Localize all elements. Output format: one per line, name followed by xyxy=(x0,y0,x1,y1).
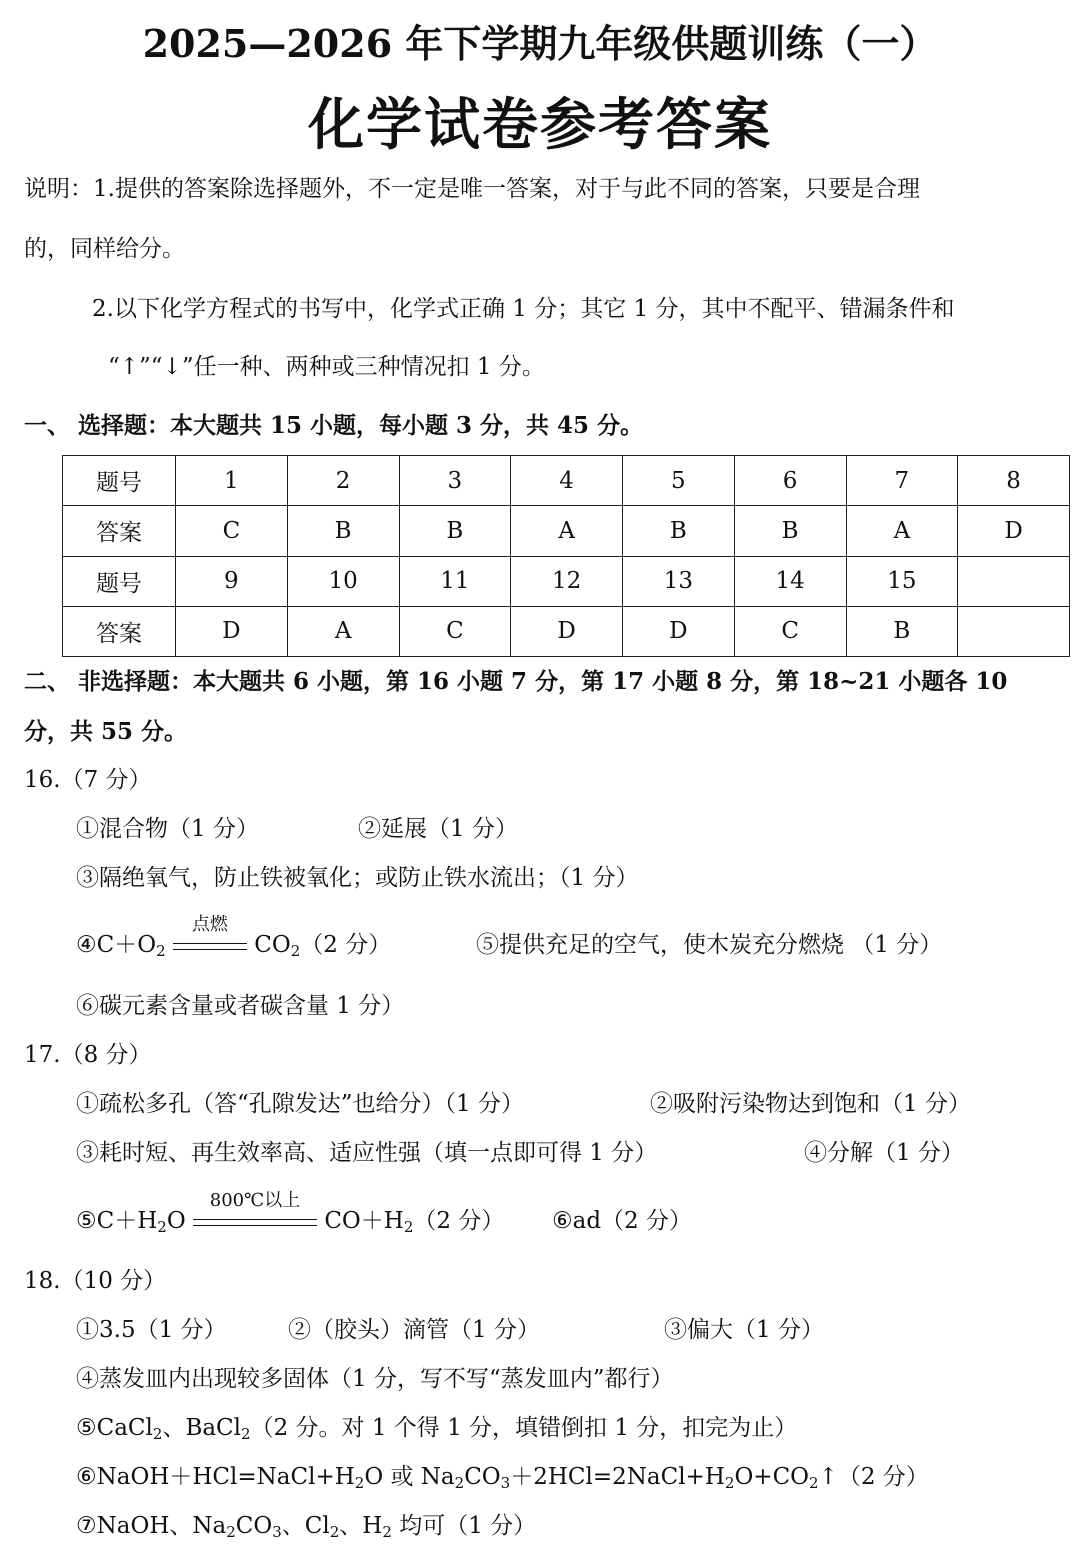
table-cell: B xyxy=(287,506,399,556)
subscript: 2 xyxy=(809,1474,819,1492)
eq-reactants: ④C＋O xyxy=(76,932,157,958)
eq-score: （2 分） xyxy=(300,932,392,958)
q18-item-7 xyxy=(76,1511,536,1541)
subscript: 2 xyxy=(157,1218,167,1236)
table-cell: A xyxy=(287,606,399,656)
text-run: ⑦NaOH、Na xyxy=(76,1513,227,1539)
table-row xyxy=(63,556,1070,606)
reaction-condition: 点燃 xyxy=(191,914,228,935)
table-cell: A xyxy=(846,506,958,556)
text-run: ＋2HCl=2NaCl+H xyxy=(510,1464,725,1490)
text-run: 均可（1 分） xyxy=(391,1513,537,1539)
eq-products: CO xyxy=(254,932,291,958)
table-cell: 5 xyxy=(623,456,735,506)
table-cell: 14 xyxy=(734,556,846,606)
text-run: CO xyxy=(464,1464,501,1490)
table-cell: C xyxy=(734,606,846,656)
table-cell: B xyxy=(399,506,511,556)
section2-heading-a: 二、 非选择题：本大题共 6 小题，第 16 小题 7 分，第 17 小题 8 分，第 18~21 小题各 10 xyxy=(24,668,1008,695)
subscript: 2 xyxy=(403,1218,414,1236)
table-cell: 1 xyxy=(176,456,288,506)
table-cell: C xyxy=(399,606,511,656)
table-row xyxy=(63,606,1070,656)
title-line-1: 2025—2026 年下学期九年级供题训练（一） xyxy=(142,21,938,66)
reaction-arrow xyxy=(193,1190,317,1236)
table-cell: A xyxy=(511,506,623,556)
subscript: 2 xyxy=(454,1474,465,1492)
subscript: 2 xyxy=(354,1474,365,1492)
section1-heading: 一、 选择题：本大题共 15 小题，每小题 3 分，共 45 分。 xyxy=(24,412,644,439)
eq-reactants-tail: O xyxy=(166,1208,186,1234)
note-1b: 的，同样给分。 xyxy=(24,236,185,262)
row-label: 答案 xyxy=(63,506,176,556)
table-cell: B xyxy=(623,506,735,556)
q17-item-6: ⑥ad（2 分） xyxy=(552,1208,692,1234)
table-cell: 3 xyxy=(399,456,511,506)
text-run: 、H xyxy=(339,1513,383,1539)
q17-item-1: ①疏松多孔（答“孔隙发达”也给分）（1 分） xyxy=(76,1091,524,1117)
table-cell: D xyxy=(623,606,735,656)
row-label: 题号 xyxy=(63,456,176,506)
table-cell: 9 xyxy=(176,556,288,606)
q18-item-5 xyxy=(76,1413,797,1443)
eq-score: （2 分） xyxy=(413,1208,505,1234)
q17-item-4: ④分解（1 分） xyxy=(804,1140,964,1166)
table-cell: D xyxy=(511,606,623,656)
q18-item-4: ④蒸发皿内出现较多固体（1 分，写不写“蒸发皿内”都行） xyxy=(76,1366,674,1392)
table-cell: 8 xyxy=(958,456,1070,506)
subscript: 2 xyxy=(226,1523,236,1541)
section2-heading-b: 分，共 55 分。 xyxy=(24,718,188,745)
q17-title: 17.（8 分） xyxy=(24,1042,152,1068)
table-cell: 2 xyxy=(287,456,399,506)
table-cell: B xyxy=(846,606,958,656)
title-line-2: 化学试卷参考答案 xyxy=(308,92,772,158)
table-cell: D xyxy=(958,506,1070,556)
subscript: 2 xyxy=(290,942,301,960)
table-cell xyxy=(958,606,1070,656)
subscript: 3 xyxy=(272,1523,282,1541)
row-label: 答案 xyxy=(63,606,176,656)
q18-item-1: ①3.5（1 分） xyxy=(76,1317,227,1343)
subscript: 2 xyxy=(152,1425,163,1443)
subscript: 2 xyxy=(329,1523,340,1541)
table-cell: 4 xyxy=(511,456,623,506)
q16-item-2: ②延展（1 分） xyxy=(358,816,518,842)
row-label: 题号 xyxy=(63,556,176,606)
q16-title: 16.（7 分） xyxy=(24,767,152,793)
equal-sign xyxy=(173,943,247,950)
subscript: 2 xyxy=(382,1523,392,1541)
note-2a: 2.以下化学方程式的书写中，化学式正确 1 分；其它 1 分，其中不配平、错漏条件和 xyxy=(92,296,955,322)
q16-item-5: ⑤提供充足的空气，使木炭充分燃烧 （1 分） xyxy=(476,932,943,958)
equal-sign xyxy=(193,1219,317,1226)
text-run: （2 分。对 1 个得 1 分，填错倒扣 1 分，扣完为止） xyxy=(250,1415,798,1441)
q17-equation xyxy=(76,1190,505,1236)
q18-item-3: ③偏大（1 分） xyxy=(664,1317,824,1343)
note-2b: “↑”“↓”任一种、两种或三种情况扣 1 分。 xyxy=(108,354,545,380)
subscript: 3 xyxy=(500,1474,511,1492)
subscript: 2 xyxy=(241,1425,251,1443)
table-cell: 7 xyxy=(846,456,958,506)
table-cell: 13 xyxy=(623,556,735,606)
q18-title: 18.（10 分） xyxy=(24,1268,167,1294)
reaction-arrow xyxy=(173,914,247,960)
reaction-condition: 800℃以上 xyxy=(209,1190,301,1211)
table-cell: 15 xyxy=(846,556,958,606)
q16-item-1: ①混合物（1 分） xyxy=(76,816,259,842)
text-run: O 或 Na xyxy=(364,1464,455,1490)
table-cell: 12 xyxy=(511,556,623,606)
text-run: 、BaCl xyxy=(162,1415,242,1441)
table-cell: B xyxy=(734,506,846,556)
subscript: 2 xyxy=(724,1474,735,1492)
table-cell: 11 xyxy=(399,556,511,606)
eq-products: CO＋H xyxy=(324,1208,404,1234)
q16-item-6: ⑥碳元素含量或者碳含量 1 分） xyxy=(76,993,405,1019)
text-run: ⑥NaOH＋HCl=NaCl+H xyxy=(76,1464,355,1490)
table-row xyxy=(63,506,1070,556)
text-run: ↑（2 分） xyxy=(818,1464,929,1490)
note-1a: 说明：1.提供的答案除选择题外，不一定是唯一答案，对于与此不同的答案，只要是合理 xyxy=(24,176,920,202)
subscript: 2 xyxy=(156,942,166,960)
text-run: ⑤CaCl xyxy=(76,1415,153,1441)
table-cell xyxy=(958,556,1070,606)
text-run: 、Cl xyxy=(281,1513,330,1539)
table-cell: D xyxy=(176,606,288,656)
answer-table xyxy=(62,455,1070,657)
q17-item-3: ③耗时短、再生效率高、适应性强（填一点即可得 1 分） xyxy=(76,1140,658,1166)
eq-reactants: ⑤C＋H xyxy=(76,1208,158,1234)
q16-item-3: ③隔绝氧气，防止铁被氧化；或防止铁水流出；（1 分） xyxy=(76,865,639,891)
q17-item-2: ②吸附污染物达到饱和（1 分） xyxy=(650,1091,971,1117)
q18-item-6 xyxy=(76,1462,929,1492)
table-cell: 6 xyxy=(734,456,846,506)
table-row xyxy=(63,456,1070,506)
table-cell: 10 xyxy=(287,556,399,606)
text-run: O+CO xyxy=(734,1464,810,1490)
q16-equation xyxy=(76,914,392,960)
q18-item-2: ②（胶头）滴管（1 分） xyxy=(288,1317,540,1343)
table-cell: C xyxy=(176,506,288,556)
text-run: CO xyxy=(235,1513,273,1539)
